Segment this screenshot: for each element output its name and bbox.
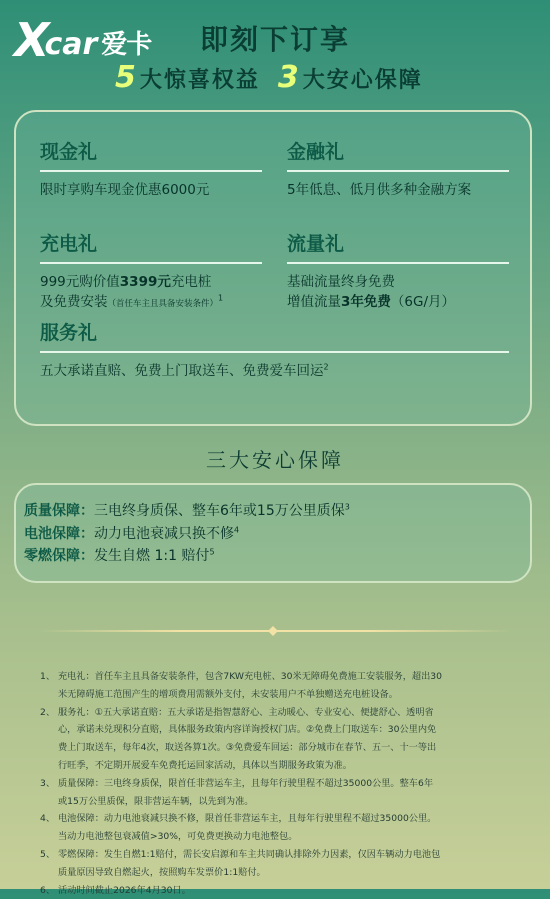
benefit-divider: [40, 170, 262, 172]
benefit-count: 5: [115, 60, 138, 95]
benefit-title: 充电礼: [40, 233, 98, 255]
diamond-icon: [268, 626, 278, 636]
footnote: 3、 质量保障：三电终身质保，限首任非营运车主，且每年行驶里程不超过35000公里。整车6年 或15万公里质保，限非营运车辆，以先到为准。: [40, 777, 434, 807]
guarantee-quality: 质量保障：三电终身质保、整车6年或15万公里质保$^3$: [24, 502, 350, 519]
guarantees-title: 三大安心保障: [206, 448, 344, 472]
benefit-cash: [40, 140, 262, 200]
logo-car: car: [44, 27, 98, 62]
guarantee-fire: 零燃保障：发生自燃 1:1 赔付$^5$: [24, 547, 215, 564]
guarantee-count: 3: [277, 60, 301, 95]
benefit-text: 限时享购车现金优惠6000元: [40, 182, 210, 198]
guarantee-count-label: 大安心保障: [302, 68, 423, 93]
benefit-text: 及免费安装（首任车主且具备安装条件）$^1$: [40, 293, 224, 310]
benefit-count-label: 大惊喜权益: [139, 68, 260, 93]
benefit-text: 5年低息、低月供多种金融方案: [287, 182, 472, 198]
footnote: 1、 充电礼：首任车主且具备安装条件，包含7KW充电桩、30米无障碍免费施工安装服务，超出30 米无障碍施工范围产生的增项费用需额外支付，未安装用户不单独赠送充电桩设备。: [40, 671, 442, 700]
header: [0, 0, 550, 110]
benefit-divider: [40, 262, 262, 264]
logo-cn: 爱卡: [101, 30, 152, 60]
benefit-finance: [287, 140, 509, 200]
page-title: 即刻下订享: [200, 23, 351, 56]
footnote: 4、 电池保障：动力电池衰减只换不修，限首任非营运车主，且每年行驶里程不超过35000公里。 当动力电池整包衰减值>30%，可免费更换动力电池整包。: [40, 813, 437, 843]
benefit-divider: [40, 351, 509, 353]
benefit-text: 五大承诺直赔、免费上门取送车、免费爱车回运$^2$: [40, 362, 329, 379]
benefit-divider: [287, 170, 509, 172]
benefit-title: 现金礼: [40, 141, 98, 163]
benefit-title: 流量礼: [287, 233, 345, 255]
benefit-service: [40, 321, 509, 381]
page-subtitle: [115, 60, 423, 95]
footnotes: [40, 668, 518, 899]
footnote: 6、 活动时间截止2026年4月30日。: [40, 884, 191, 896]
xcar-logo[interactable]: [14, 13, 152, 67]
benefit-text: 基础流量终身免费: [287, 274, 395, 290]
footnote: 2、 服务礼：①五大承诺直赔：五大承诺是指智慧舒心、主动暖心、专业安心、便捷舒心、透明省 心，承诺未兑现积分直赔，具体服务政策内容详询授权门店。②免费上门取送车：30公里内免 费上门取送车，每年4次，取送各算1次。③免费爱车回运：部分城市在春节、五一、十一等出 行旺季，不定期开展爱车免费托运回家活动，具体以当期服务政策为准。: [40, 706, 437, 771]
guarantee-battery: 电池保障：动力电池衰减只换不修$^4$: [24, 525, 240, 542]
benefit-data: [287, 232, 509, 312]
logo-x: X: [14, 13, 47, 67]
benefit-text: 999元购价值3399元充电桩: [40, 274, 212, 290]
benefit-text: 增值流量3年免费（6G/月）: [287, 294, 456, 310]
benefit-title: 金融礼: [287, 141, 345, 163]
benefit-divider: [287, 262, 509, 264]
benefit-charging: [40, 232, 262, 314]
benefit-title: 服务礼: [40, 322, 98, 344]
footnote: 5、 零燃保障：发生自燃1:1赔付，需长安启源和车主共同确认排除外力因素，仅因车辆动力电池包 质量原因导致自燃起火，按照购车发票价1:1赔付。: [40, 848, 441, 878]
